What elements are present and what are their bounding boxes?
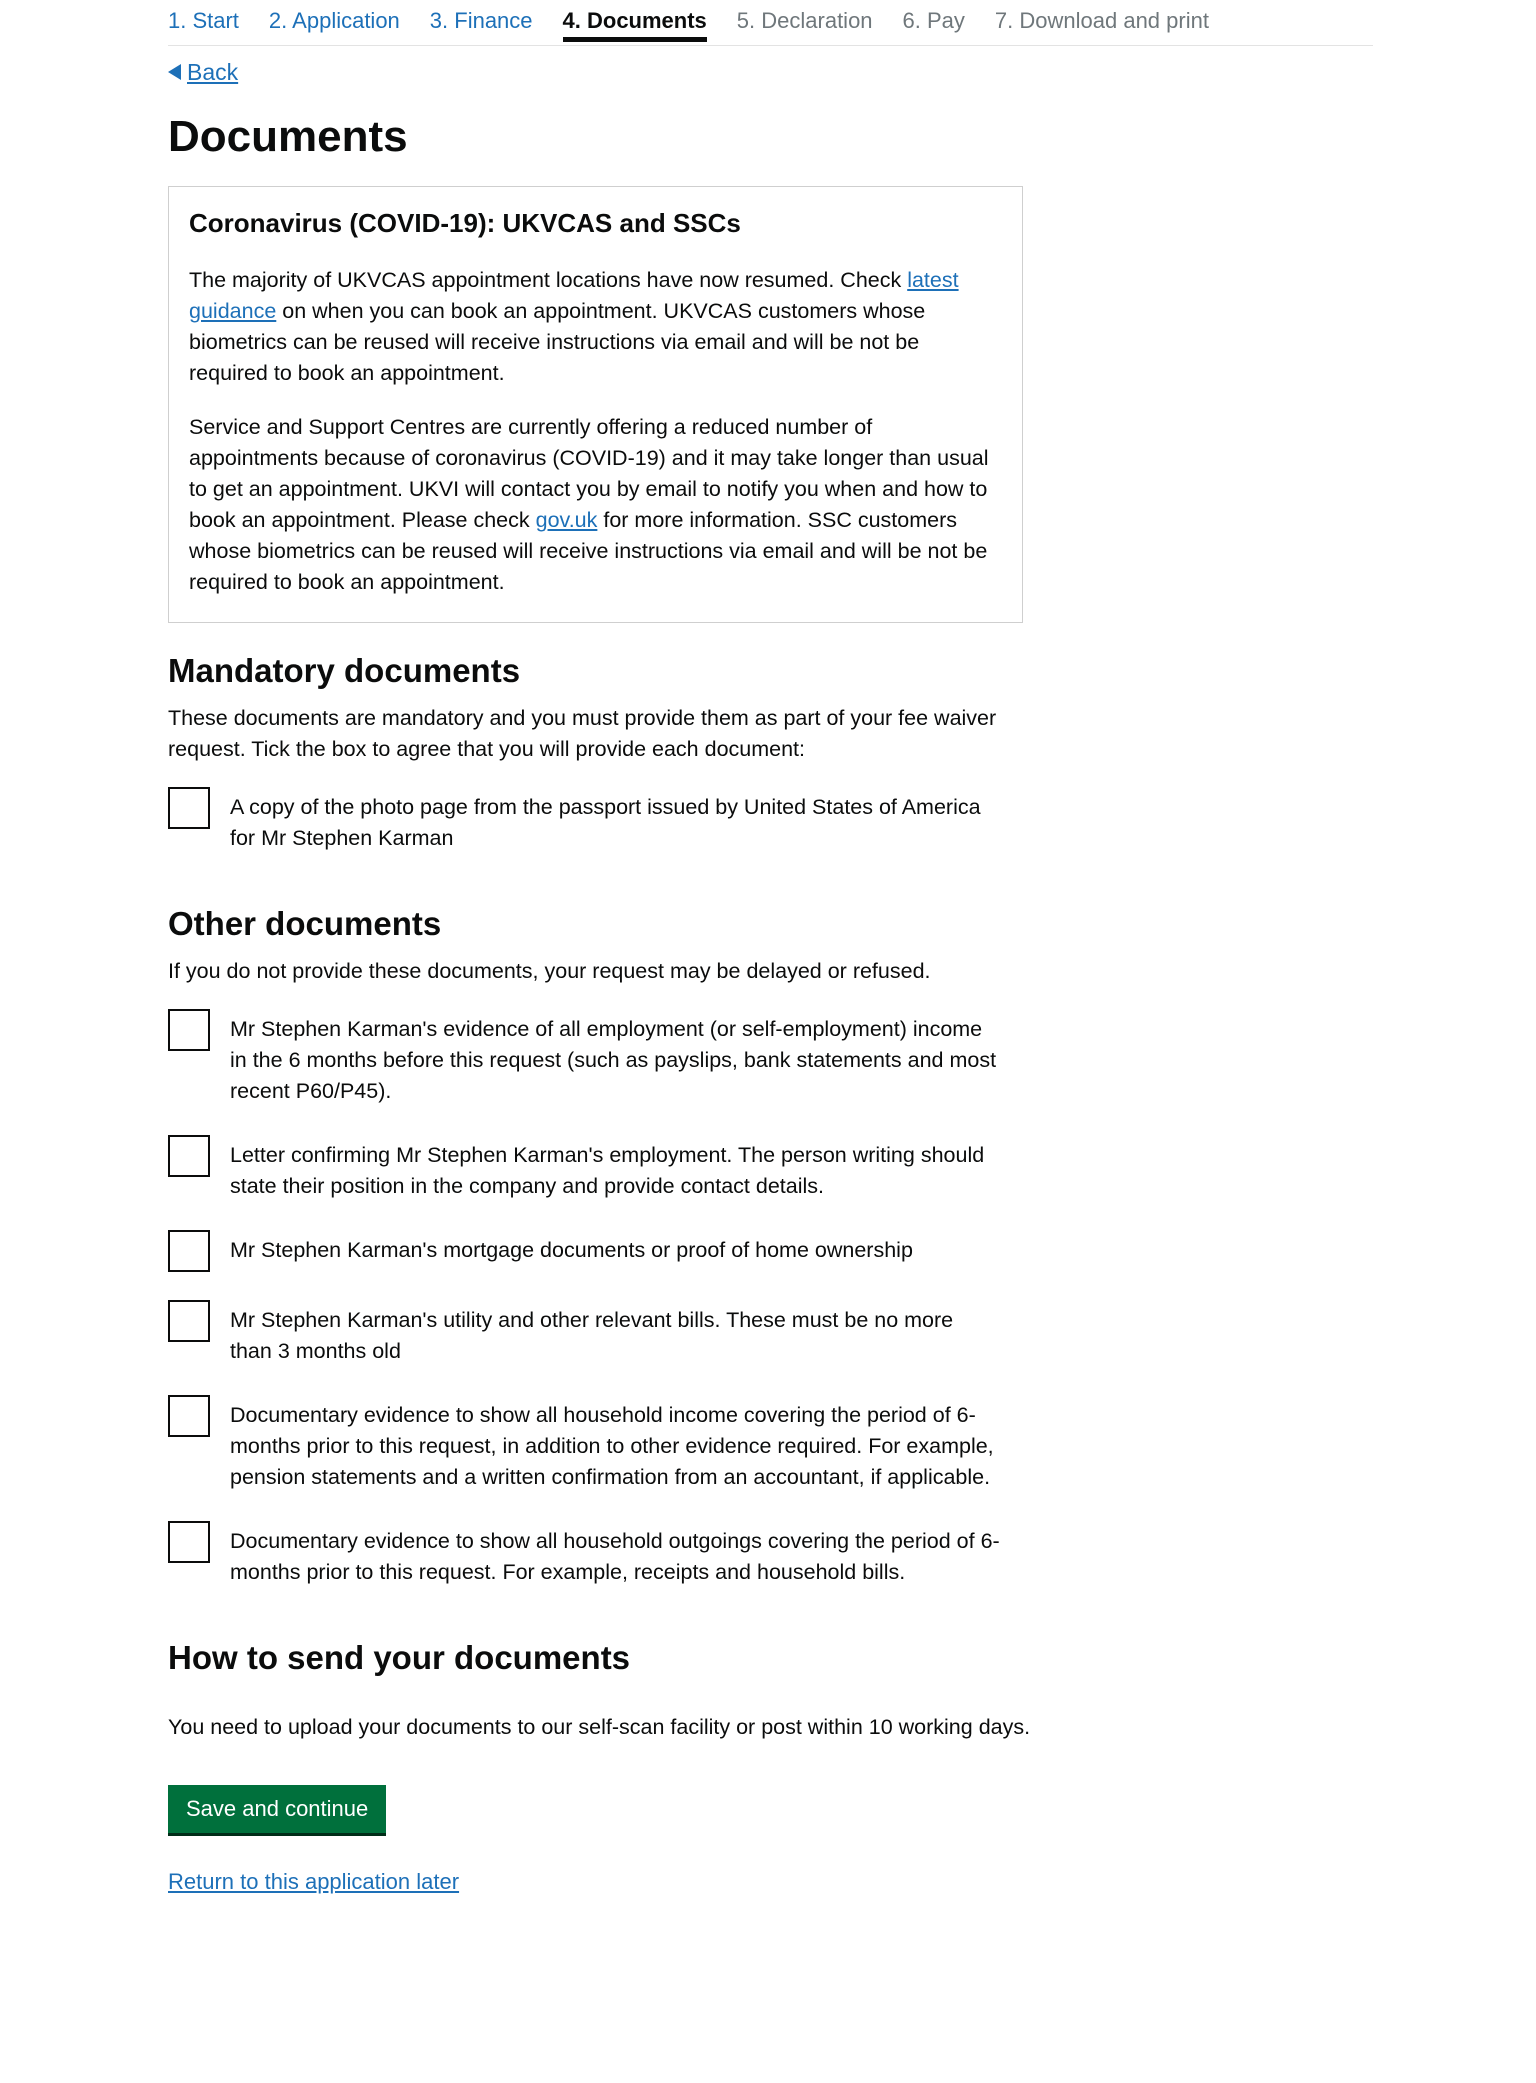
mandatory-documents-description: These documents are mandatory and you must provide them as part of your fee waiver request. Tick the box to agree that you will provide each document: [168, 706, 997, 761]
notice-title: Coronavirus (COVID-19): UKVCAS and SSCs [189, 208, 741, 238]
return-later-link[interactable]: Return to this application later [168, 1869, 460, 1894]
back-arrow-icon [168, 64, 181, 80]
covid-notice-panel [168, 186, 1023, 623]
page-title: Documents [168, 112, 408, 161]
save-and-continue-button[interactable]: Save and continue [168, 1785, 386, 1833]
checkbox-label: A copy of the photo page from the passport issued by United States of America for Mr Stephen Karman [230, 795, 981, 850]
how-to-send-heading: How to send your documents [168, 1639, 631, 1676]
other-document-item [168, 1300, 1373, 1367]
step-pay: 6. Pay [902, 8, 965, 33]
mortgage-documents-checkbox[interactable] [168, 1230, 210, 1272]
notice-p1-text: The majority of UKVCAS appointment locations have now resumed. Check [189, 268, 908, 292]
other-documents-heading: Other documents [168, 905, 442, 942]
how-to-send-section [168, 1638, 1373, 1743]
how-to-send-text: You need to upload your documents to our self-scan facility or post within 10 working days. [168, 1715, 1031, 1739]
other-document-item [168, 1395, 1373, 1493]
other-document-item [168, 1009, 1373, 1107]
step-documents: 4. Documents [563, 0, 707, 42]
mandatory-documents-heading: Mandatory documents [168, 652, 521, 689]
gov-uk-link[interactable]: gov.uk [535, 508, 598, 532]
household-outgoings-checkbox[interactable] [168, 1521, 210, 1563]
step-finance[interactable]: 3. Finance [429, 8, 533, 33]
step-start[interactable]: 1. Start [168, 8, 239, 33]
notice-p2-text: Service and Support Centres are currently offering a reduced number of appointments because of coronavirus (COVID-19) and it may take longer than usual to get an appointment. UKVI will contact you by email to notify you when and how to book an appointment. Please check [189, 415, 989, 532]
latest-guidance-link[interactable]: latest guidance [189, 268, 959, 323]
step-download-print: 7. Download and print [994, 8, 1209, 33]
other-documents-description: If you do not provide these documents, your request may be delayed or refused. [168, 959, 931, 983]
step-application[interactable]: 2. Application [268, 8, 400, 33]
notice-paragraph-2 [189, 412, 1002, 598]
employment-letter-checkbox[interactable] [168, 1135, 210, 1177]
notice-paragraph-1 [189, 265, 1002, 389]
checkbox-label: Letter confirming Mr Stephen Karman's employment. The person writing should state their position in the company and provide contact details. [230, 1143, 985, 1198]
passport-photo-page-checkbox[interactable] [168, 787, 210, 829]
checkbox-label: Mr Stephen Karman's utility and other relevant bills. These must be no more than 3 months old [230, 1308, 954, 1363]
checkbox-label: Mr Stephen Karman's mortgage documents or proof of home ownership [230, 1238, 913, 1262]
main-container [168, 0, 1373, 1895]
step-navigation [168, 0, 1373, 46]
other-document-item [168, 1230, 1373, 1272]
checkbox-label: Mr Stephen Karman's evidence of all employment (or self-employment) income in the 6 months before this request (such as payslips, bank statements and most recent P60/P45). [230, 1017, 997, 1103]
mandatory-document-item [168, 787, 1373, 854]
other-document-item [168, 1135, 1373, 1202]
checkbox-label: Documentary evidence to show all household outgoings covering the period of 6-months prior to this request. For example, receipts and household bills. [230, 1529, 1000, 1584]
other-document-item [168, 1521, 1373, 1588]
notice-p2-text-after: for more information. SSC customers whose biometrics can be reused will receive instructions via email and will be not be required to book an appointment. [189, 508, 988, 594]
utility-bills-checkbox[interactable] [168, 1300, 210, 1342]
household-income-checkbox[interactable] [168, 1395, 210, 1437]
employment-income-checkbox[interactable] [168, 1009, 210, 1051]
back-link[interactable]: Back [187, 58, 239, 85]
notice-p1-text-after: on when you can book an appointment. UKVCAS customers whose biometrics can be reused will receive instructions via email and will be not be required to book an appointment. [189, 299, 926, 385]
back-link-container [168, 56, 1373, 88]
checkbox-label: Documentary evidence to show all household income covering the period of 6-months prior to this request, in addition to other evidence required. For example, pension statements and a written confirmation from an accountant, if applicable. [230, 1403, 994, 1489]
step-declaration: 5. Declaration [736, 8, 873, 33]
